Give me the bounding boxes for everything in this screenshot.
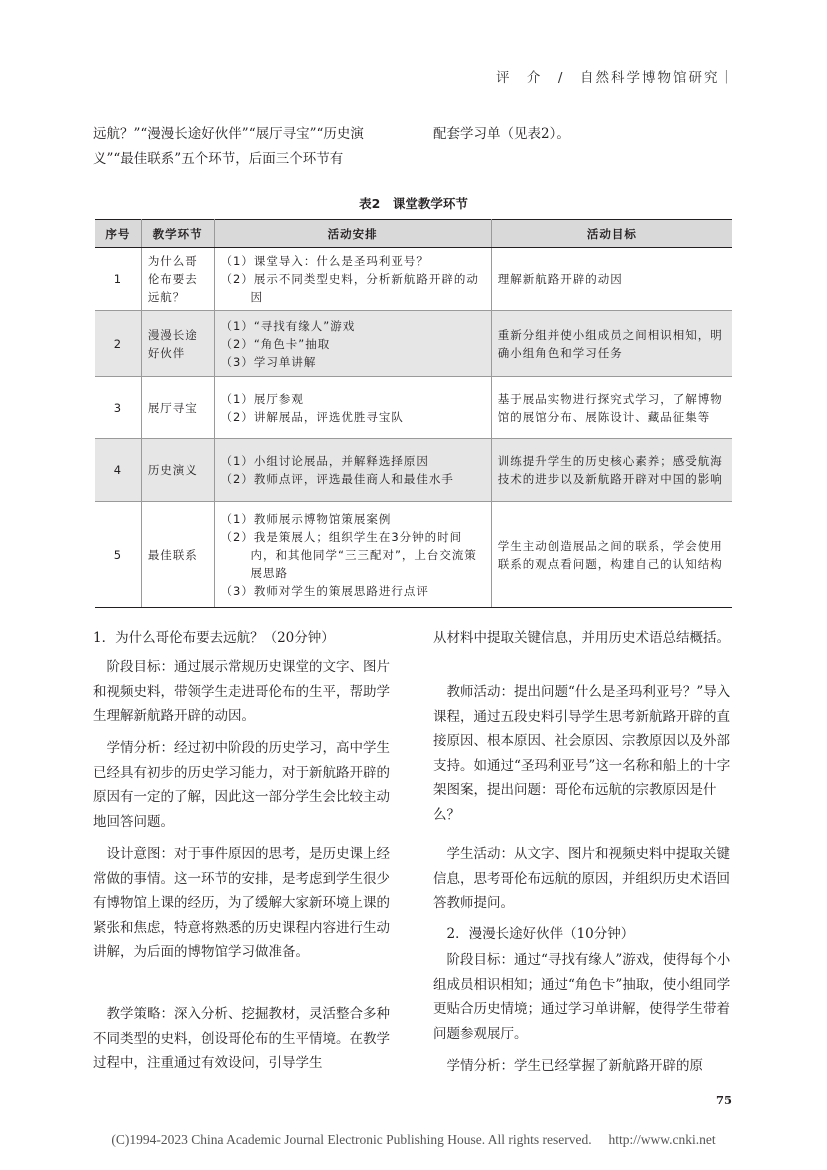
left-paragraph: 教学策略：深入分析、挖掘教材，灵活整合多种不同类型的史料，创设哥伦布的生平情境。在教学过程中，注重通过有效设问，引导学生: [93, 1006, 390, 1071]
lesson-table: [95, 219, 732, 608]
activity-item: （2）展示不同类型史料，分析新航路开辟的动因: [220, 272, 479, 304]
row-activities: [214, 439, 491, 502]
activity-item: （1）展厅参观: [220, 391, 304, 406]
right-paragraph: 从材料中提取关键信息，并用历史术语总结概括。: [433, 630, 730, 646]
table-caption: 表2 课堂教学环节: [359, 196, 468, 211]
activity-item: （1）教师展示博物馆策展案例: [220, 511, 392, 526]
row-stage: 历史演义: [141, 439, 214, 502]
row-goal: 重新分组并使小组成员之间相识相知，明确小组角色和学习任务: [491, 311, 732, 377]
activity-item: （2）教师点评，评选最佳商人和最佳水手: [220, 472, 454, 486]
right-paragraph: 学情分析：学生已经掌握了新航路开辟的原: [446, 1058, 703, 1074]
header-seq: 序号: [95, 220, 141, 248]
row-seq: 2: [95, 311, 141, 377]
activity-item: （2）我是策展人；组织学生在3分钟的时间内，和其他同学“三三配对”，上台交流策展思路: [220, 529, 477, 580]
activity-item: （2）“角色卡”抽取: [220, 336, 331, 351]
row-goal: 学生主动创造展品之间的联系，学会使用联系的观点看问题，构建自己的认知结构: [491, 502, 732, 608]
activity-item: （1）课堂导入：什么是圣玛利亚号？: [220, 254, 429, 268]
row-activities: [214, 248, 491, 311]
table-row: [95, 377, 732, 439]
running-header: 评 介 / 自然科学博物馆研究｜: [495, 70, 735, 86]
table-row: [95, 502, 732, 608]
right-paragraph: 教师活动：提出问题“什么是圣玛利亚号？”导入课程，通过五段史料引导学生思考新航路开辟的直接原因、根本原因、社会原因、宗教原因以及外部支持。如通过“圣玛利亚号”这一名称和船上的十字架图案，提出问题：哥伦布远航的宗教原因是什么？: [433, 684, 731, 823]
row-stage: 为什么哥伦布要去远航？: [141, 248, 214, 311]
page-number: 75: [716, 1093, 733, 1107]
row-seq: 3: [95, 377, 141, 439]
right-paragraph: 阶段目标：通过“寻找有缘人”游戏，使得每个小组成员相识相知；通过“角色卡”抽取，使小组同学更贴合历史情境；通过学习单讲解，使得学生带着问题参观展厅。: [433, 952, 731, 1042]
top-right-text: 配套学习单（见表2）。: [433, 126, 570, 142]
activity-item: （1）小组讨论展品，并解释选择原因: [220, 454, 429, 468]
row-activities: [214, 502, 491, 608]
header-stage: 教学环节: [141, 220, 214, 248]
copyright-footer: (C)1994-2023 China Academic Journal Electronic Publishing House. All rights reserved. http://www.cnki.net: [111, 1132, 716, 1147]
left-paragraph: 设计意图：对于事件原因的思考，是历史课上经常做的事情。这一环节的安排，是考虑到学生很少有博物馆上课的经历，为了缓解大家新环境上课的紧张和焦虑，特意将熟悉的历史课程内容进行生动讲解，为后面的博物馆学习做准备。: [93, 846, 390, 960]
row-goal: 训练提升学生的历史核心素养；感受航海技术的进步以及新航路开辟对中国的影响: [491, 439, 732, 502]
row-stage: 最佳联系: [141, 502, 214, 608]
section-1-heading: 1．为什么哥伦布要去远航？（20分钟）: [93, 630, 335, 646]
section-2-heading: 2．漫漫长途好伙伴（10分钟）: [446, 926, 635, 942]
activity-item: （2）讲解展品，评选优胜寻宝队: [220, 409, 404, 424]
header-activities: 活动安排: [214, 220, 491, 248]
table-row: [95, 439, 732, 502]
header-goal: 活动目标: [491, 220, 732, 248]
row-goal: 基于展品实物进行探究式学习，了解博物馆的展馆分布、展陈设计、藏品征集等: [491, 377, 732, 439]
left-paragraph: 学情分析：经过初中阶段的历史学习，高中学生已经具有初步的历史学习能力，对于新航路开辟的原因有一定的了解，因此这一部分学生会比较主动地回答问题。: [93, 740, 390, 830]
table-row: [95, 248, 732, 311]
row-stage: 漫漫长途好伙伴: [141, 311, 214, 377]
row-activities: [214, 377, 491, 439]
row-goal: 理解新航路开辟的动因: [491, 248, 732, 311]
top-left-text: 远航？”“漫漫长途好伙伴”“展厅寻宝”“历史演义”“最佳联系”五个环节，后面三个环节有: [93, 126, 364, 167]
row-seq: 5: [95, 502, 141, 608]
right-paragraph: 学生活动：从文字、图片和视频史料中提取关键信息，思考哥伦布远航的原因，并组织历史术语回答教师提问。: [433, 846, 730, 911]
table-row: [95, 311, 732, 377]
activity-item: （3）教师对学生的策展思路进行点评: [220, 583, 429, 598]
row-seq: 1: [95, 248, 141, 311]
row-stage: 展厅寻宝: [141, 377, 214, 439]
row-seq: 4: [95, 439, 141, 502]
table-header-row: [95, 220, 732, 248]
activity-item: （1）“寻找有缘人”游戏: [220, 318, 356, 333]
left-paragraph: 阶段目标：通过展示常规历史课堂的文字、图片和视频史料，带领学生走进哥伦布的生平，帮助学生理解新航路开辟的动因。: [93, 659, 390, 724]
activity-item: （3）学习单讲解: [220, 354, 317, 369]
row-activities: [214, 311, 491, 377]
